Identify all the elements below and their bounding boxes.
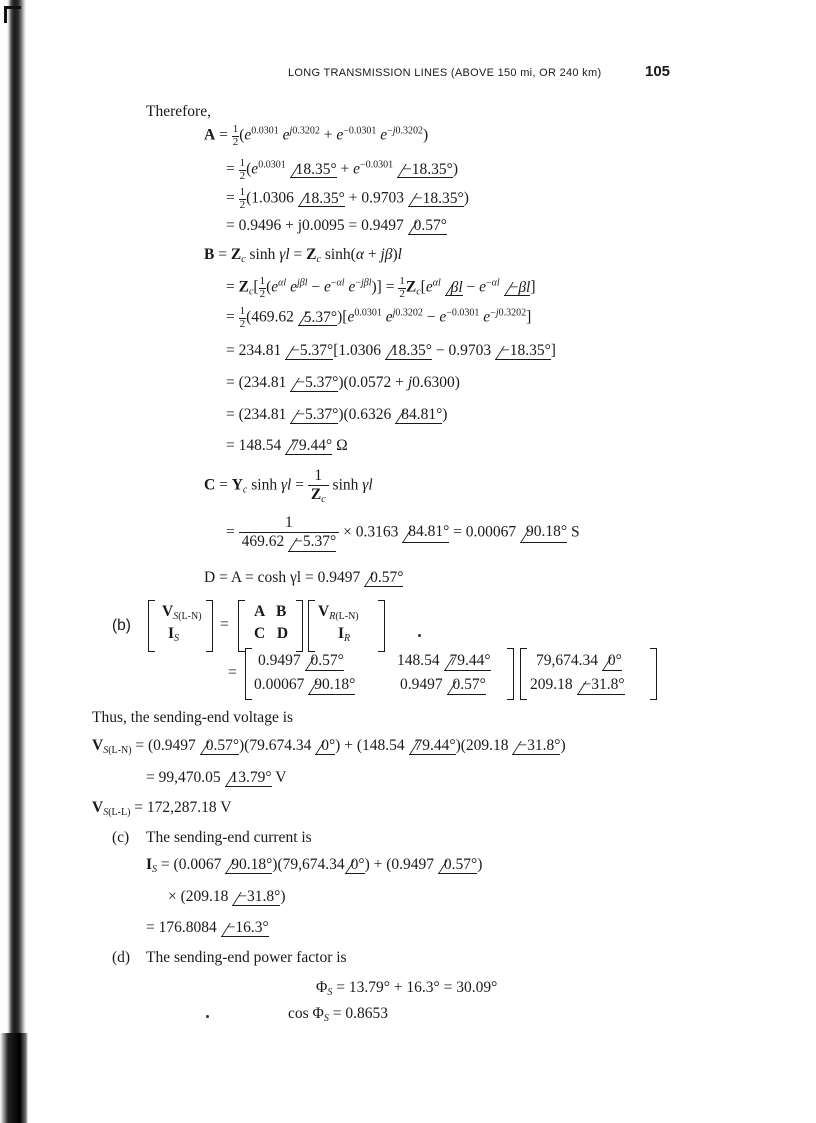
- page-corner-mark: [4, 6, 21, 23]
- page-number: 105: [645, 63, 671, 80]
- eq-pf: $\cos \Phi_S = 0.8653$: [288, 1005, 388, 1024]
- vs-vector-entry2: $I_S$: [168, 625, 180, 644]
- matrix-r1c2: 148.54 79.44°: [397, 652, 491, 669]
- eq-A-line4: = 0.9496 + j0.0095 = 0.9497 0.57°: [226, 217, 447, 234]
- part-d-text: The sending-end power factor is: [146, 949, 347, 966]
- vector-v1: 79,674.34 0°: [536, 652, 622, 669]
- eq-VsLL: $V_{S(L-L)} = 172,287.18$ V: [92, 799, 232, 818]
- eq-Is-line1: $I_S = (0.0067$ 90.18°)(79,674.34 0°) + (0.9497 0.57°): [146, 856, 483, 875]
- running-header: LONG TRANSMISSION LINES (ABOVE 150 mi, OR 240 km): [288, 67, 602, 79]
- therefore-text: Therefore,: [146, 103, 211, 120]
- eq-B-line1: $B = Z_c$ $\sinh \gamma l = Z_c$ sinh(α + jβ)l: [204, 246, 402, 265]
- bracket-right-3: [378, 600, 385, 652]
- eq-B-line6: = (234.81 −5.37°)(0.6326 84.81°): [226, 406, 448, 423]
- eq-B-line3: = $\frac{1}{2}$ (469.62 $5.37^\circ)[e^{0.0301}$ $e^{j0.3202} - e^{-0.0301}$ $e^{-j0.3202}$]: [226, 305, 532, 330]
- num-bracket-left-2: [520, 648, 527, 700]
- eq-B-line5: = (234.81 −5.37°)(0.0572 + j0.6300): [226, 374, 460, 391]
- eq-Is-line3: = 176.8084 −16.3°: [146, 919, 269, 936]
- eq-C-line2: = $\frac{1}{469.62 -5.37^\circ}$ × 0.3163 84.81° = 0.00067 90.18° S: [226, 514, 580, 550]
- num-bracket-right-2: [650, 648, 657, 700]
- matrix-equals: =: [220, 616, 229, 633]
- eq-Vs-line2: = 99,470.05 13.79° V: [146, 769, 287, 786]
- eq-A-line2: = $\frac{1}{2}$ ($e^{0.0301}$ $18.35^\circ + e^{-0.0301} -18.35^\circ$): [226, 157, 459, 182]
- abcd-row1: A B: [254, 603, 287, 620]
- part-c-label: (c): [112, 829, 130, 846]
- matrix-r2c2: 0.9497 0.57°: [400, 676, 486, 693]
- vs-vector-entry1: $V_{S(L-N)}$: [162, 603, 202, 622]
- eq-B-line2: = $Z_c$[ $\frac{1}{2}$ ($e^{\alpha l}$ $e^{j\beta l} - e^{-\alpha l}$ $e^{-j\beta l}$)] = $\frac{1}{2}$ $Z_c[e^{\alpha l}$ $\beta l - e^{-\alpha l} -\beta l$]: [226, 275, 536, 300]
- book-spine-shadow-bottom: [0, 1033, 28, 1123]
- eq-A-line3: = $\frac{1}{2}$ (1.0306 18.35° + 0.9703 −18.35°): [226, 186, 469, 211]
- part-c-text: The sending-end current is: [146, 829, 312, 846]
- vr-vector-entry2: $I_R$: [338, 625, 351, 644]
- book-spine-shadow: [0, 0, 26, 1123]
- vector-v2: 209.18 −31.8°: [530, 676, 625, 693]
- thus-text: Thus, the sending-end voltage is: [92, 709, 294, 726]
- bracket-right-2: [296, 600, 303, 652]
- vr-vector-entry1: $V_{R(L-N)}$: [318, 603, 359, 622]
- eq-C-line1: $C = Y_c$ sinh γl = $\frac{1}{Z_c}$ sinh γl: [204, 467, 373, 505]
- bracket-left-1: [148, 600, 155, 652]
- eq-A-line1: A = $\frac{1}{2}$ ($e^{0.0301}$ $e^{j0.3202} + e^{-0.0301}$ $e^{-j0.3202}$): [204, 123, 429, 148]
- scan-speck-2: [206, 1015, 209, 1018]
- abcd-row2: C D: [254, 625, 289, 642]
- num-matrix-equals: =: [228, 664, 237, 681]
- scan-speck: [418, 634, 421, 637]
- part-b-label: (b): [112, 617, 131, 634]
- eq-phi: $\Phi_S = 13.79^\circ + 16.3^\circ = 30.09^\circ$: [316, 979, 498, 998]
- num-bracket-left-1: [245, 648, 252, 700]
- eq-Vs-line1: $V_{S(L-N)} = (0.9497$ 0.57°)(79.674.34 0°) + (148.54 79.44°)(209.18 −31.8°): [92, 737, 566, 756]
- bracket-left-2: [238, 600, 245, 652]
- matrix-r2c1: 0.00067 90.18°: [254, 676, 356, 693]
- eq-B-line4: = 234.81 −5.37°[1.0306 18.35° − 0.9703 −18.35°]: [226, 342, 556, 359]
- eq-Is-line2: × (209.18 −31.8°): [168, 888, 286, 905]
- matrix-r1c1: 0.9497 0.57°: [258, 652, 344, 669]
- eq-B-line7: = 148.54 79.44° Ω: [226, 437, 348, 454]
- bracket-right-1: [206, 600, 213, 652]
- bracket-left-3: [308, 600, 315, 652]
- part-d-label: (d): [112, 949, 131, 966]
- num-bracket-right-1: [507, 648, 514, 700]
- eq-D: D = A = cosh γl = 0.9497 0.57°: [204, 569, 404, 586]
